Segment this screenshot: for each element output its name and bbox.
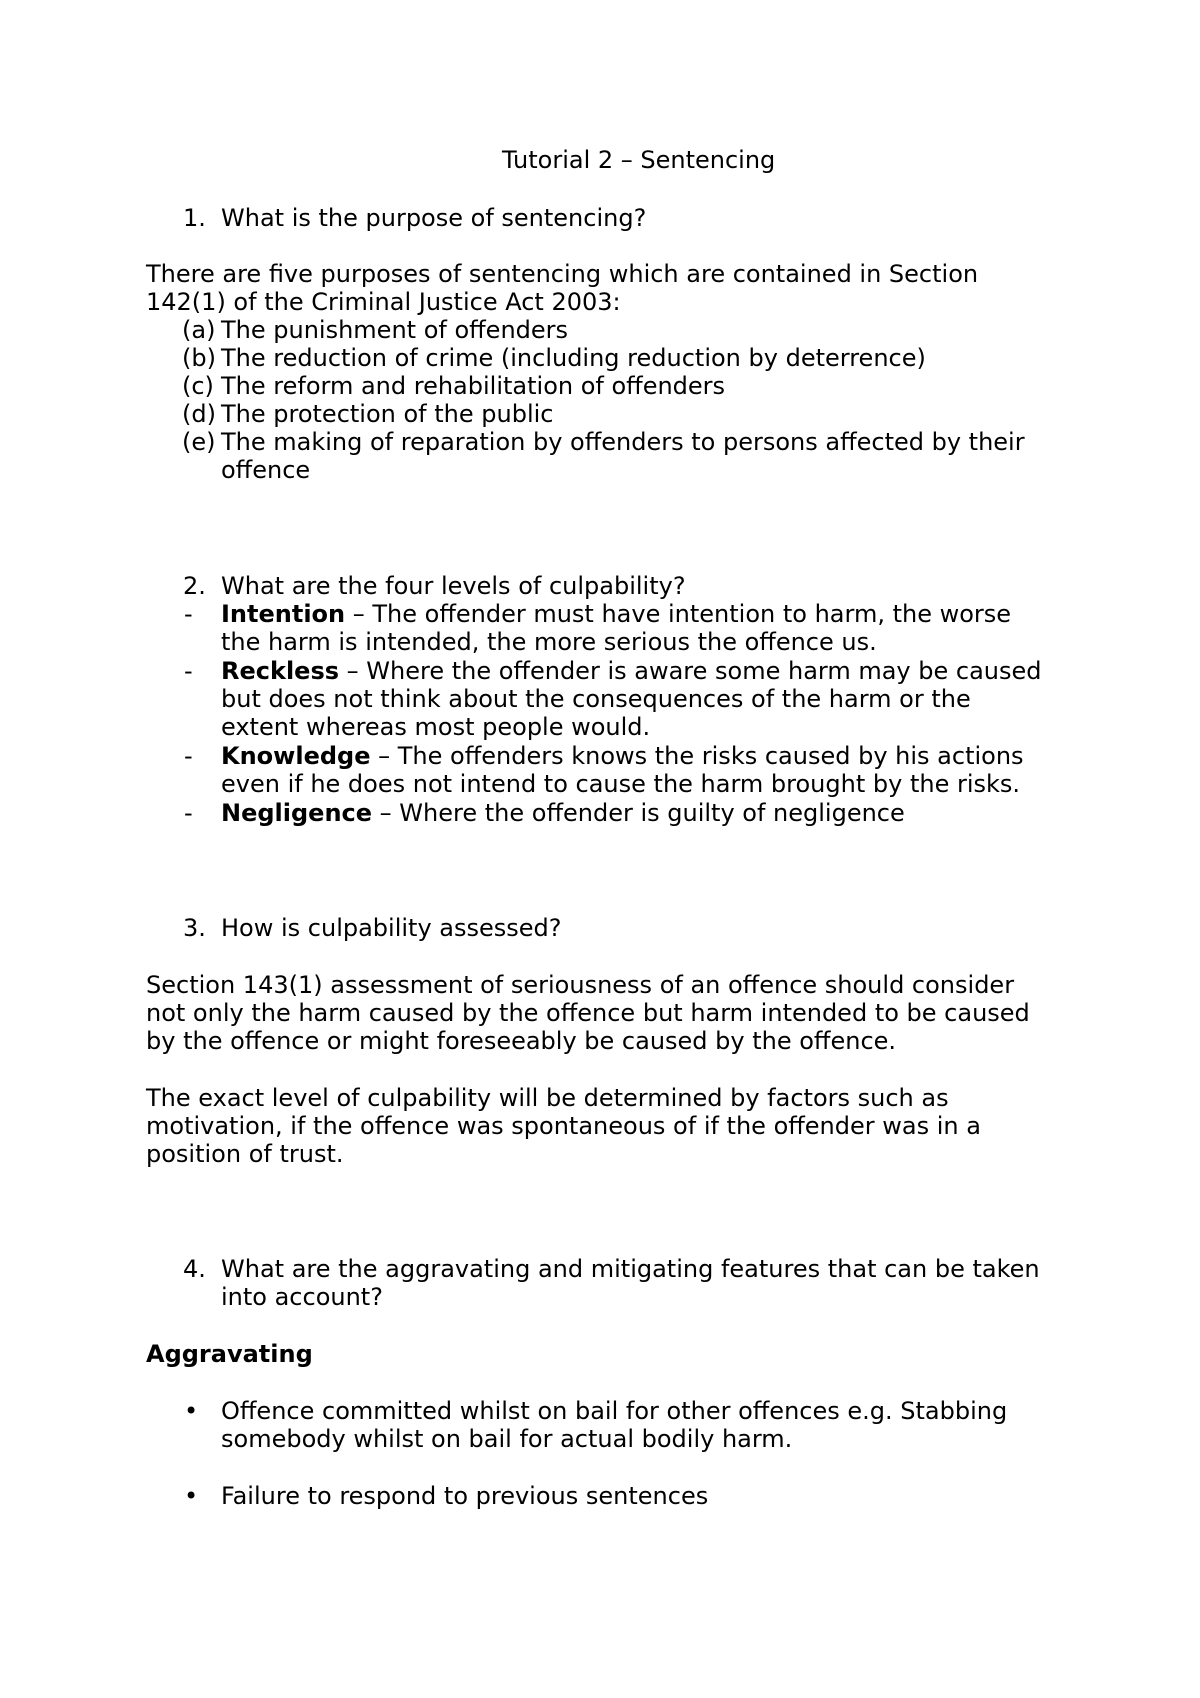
q3-para-1-line-1: Section 143(1) assessment of seriousness of an offence should consider	[146, 971, 1015, 999]
q2-item-2-line-2: but does not think about the consequences of the harm or the	[221, 685, 971, 713]
q1-intro-line-1: There are five purposes of sentencing which are contained in Section	[146, 260, 979, 288]
q2-item-1-line-2: the harm is intended, the more serious the offence us.	[221, 628, 877, 656]
q2-item-1-line-1	[221, 600, 1011, 628]
q2-dash-4: -	[184, 799, 193, 827]
q4-bullet-2-line-1: Failure to respond to previous sentences	[221, 1482, 709, 1510]
q2-item-4-rest: – Where the offender is guilty of negligence	[372, 799, 905, 827]
q2-term-knowledge: Knowledge	[221, 742, 371, 770]
q3-question: How is culpability assessed?	[221, 914, 562, 942]
q4-bullet-1-line-1: Offence committed whilst on bail for other offences e.g. Stabbing	[221, 1397, 1008, 1425]
q2-question: What are the four levels of culpability?	[221, 572, 686, 600]
q2-dash-2: -	[184, 657, 193, 685]
q1-intro-line-2: 142(1) of the Criminal Justice Act 2003:	[146, 288, 621, 316]
q3-para-2-line-3: position of trust.	[146, 1140, 344, 1168]
q4-number: 4.	[183, 1255, 206, 1283]
q2-term-negligence: Negligence	[221, 799, 373, 827]
q4-bullet-2-marker: •	[184, 1482, 199, 1510]
q2-item-3-line-2: even if he does not intend to cause the harm brought by the risks.	[221, 770, 1021, 798]
q1-item-a: The punishment of offenders	[221, 316, 569, 344]
q1-item-c: The reform and rehabilitation of offenders	[221, 372, 726, 400]
q4-question-line-1: What are the aggravating and mitigating features that can be taken	[221, 1255, 1040, 1283]
q1-item-e-line-2: offence	[221, 456, 311, 484]
q1-item-marker-e: (e)	[182, 428, 216, 456]
q2-item-2-line-1	[221, 657, 1042, 685]
q1-item-b: The reduction of crime (including reduction by deterrence)	[221, 344, 926, 372]
q4-heading-aggravating: Aggravating	[146, 1340, 313, 1368]
q2-item-4-line-1	[221, 799, 905, 827]
q3-para-1-line-3: by the offence or might foreseeably be caused by the offence.	[146, 1027, 897, 1055]
q2-item-2-line-3: extent whereas most people would.	[221, 713, 651, 741]
q4-bullet-1-marker: •	[184, 1397, 199, 1425]
q3-para-2-line-2: motivation, if the offence was spontaneous of if the offender was in a	[146, 1112, 981, 1140]
q2-dash-3: -	[184, 742, 193, 770]
q1-item-e-line-1: The making of reparation by offenders to persons affected by their	[221, 428, 1025, 456]
q1-item-marker-b: (b)	[182, 344, 216, 372]
q1-number: 1.	[183, 204, 206, 232]
q2-number: 2.	[183, 572, 206, 600]
q1-item-marker-c: (c)	[182, 372, 214, 400]
q2-item-3-line-1	[221, 742, 1024, 770]
q1-item-marker-d: (d)	[182, 400, 216, 428]
q2-dash-1: -	[184, 600, 193, 628]
q1-question: What is the purpose of sentencing?	[221, 204, 647, 232]
q1-item-d: The protection of the public	[221, 400, 554, 428]
q1-item-marker-a: (a)	[182, 316, 216, 344]
q2-term-intention: Intention	[221, 600, 346, 628]
q2-item-2-rest: – Where the offender is aware some harm may be caused	[339, 657, 1042, 685]
q3-para-1-line-2: not only the harm caused by the offence but harm intended to be caused	[146, 999, 1030, 1027]
document-title: Tutorial 2 – Sentencing	[502, 146, 776, 174]
q2-term-reckless: Reckless	[221, 657, 340, 685]
q3-para-2-line-1: The exact level of culpability will be determined by factors such as	[146, 1084, 949, 1112]
q2-item-1-rest: – The offender must have intention to harm, the worse	[345, 600, 1012, 628]
q4-question-line-2: into account?	[221, 1283, 383, 1311]
q3-number: 3.	[183, 914, 206, 942]
q4-bullet-1-line-2: somebody whilst on bail for actual bodily harm.	[221, 1425, 793, 1453]
q2-item-3-rest: – The offenders knows the risks caused by his actions	[370, 742, 1024, 770]
